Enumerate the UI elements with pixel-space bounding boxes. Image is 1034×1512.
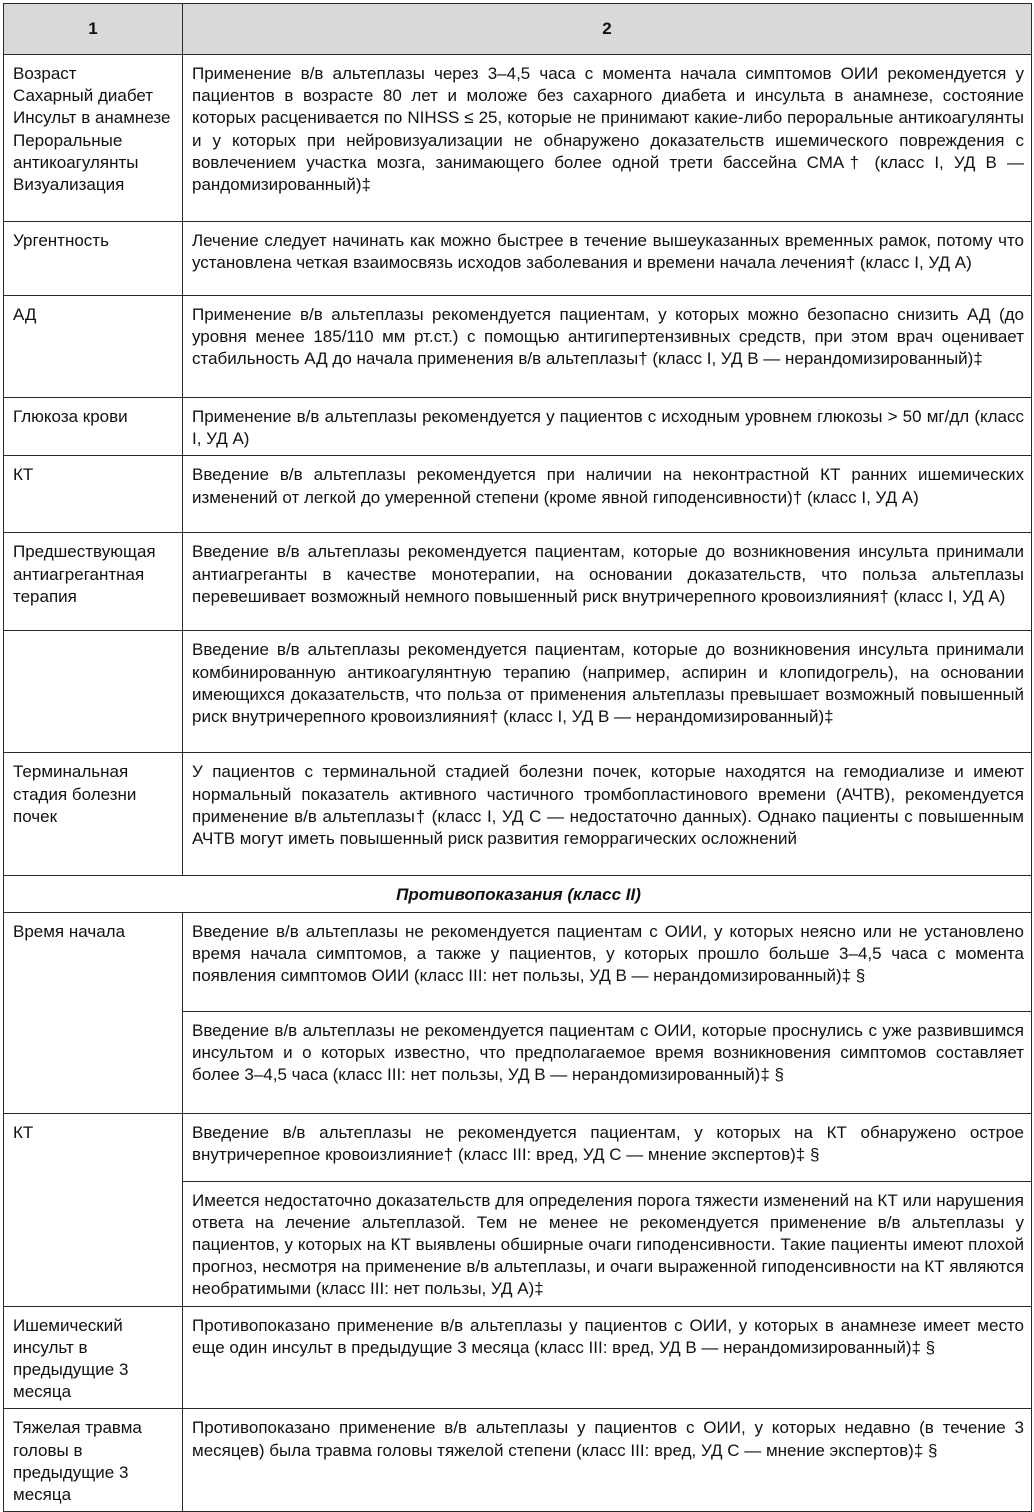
recommendation-cell: Противопоказано применение в/в альтеплазы у пациентов с ОИИ, у которых недавно (в течение 3 месяцев) была травма головы тяжелой степени (класс III: вред, УД С — мнение экспертов)‡ § (183, 1409, 1032, 1512)
table-row (4, 912, 1032, 1011)
table-row (4, 1113, 1032, 1181)
criterion-cell: Предшествующая антиагрегантная терапия (4, 533, 183, 631)
criterion-cell: АД (4, 296, 183, 398)
criterion-cell: КТ (4, 1113, 183, 1306)
criterion-cell: Время начала (4, 912, 183, 1113)
criterion-cell: Ургентность (4, 222, 183, 296)
recommendation-cell: Противопоказано применение в/в альтеплазы у пациентов с ОИИ, у которых в анамнезе имеет место еще один инсульт в предыдущие 3 месяца (класс III: вред, УД В — нерандомизированный)‡ § (183, 1306, 1032, 1409)
table-row (4, 296, 1032, 398)
recommendation-cell: Применение в/в альтеплазы рекомендуется у пациентов с исходным уровнем глюкозы > 50 мг/дл (класс I, УД А) (183, 398, 1032, 456)
criterion-cell: Терминальная стадия болезни почек (4, 753, 183, 876)
header-row (4, 4, 1032, 55)
recommendations-table (3, 3, 1032, 1512)
criterion-cell: Ишемический инсульт в предыдущие 3 месяца (4, 1306, 183, 1409)
criterion-cell: КТ (4, 456, 183, 533)
criterion-cell: Глюкоза крови (4, 398, 183, 456)
recommendation-cell: Введение в/в альтеплазы не рекомендуется пациентам с ОИИ, которые проснулись с уже развившимся инсультом и о которых известно, что предполагаемое время возникновения симптомов составляет более 3–4,5 часа (класс III: нет пользы, УД В — нерандомизированный)‡ § (183, 1011, 1032, 1113)
column-header-2: 2 (183, 4, 1032, 55)
table-row (4, 1306, 1032, 1409)
recommendation-cell: Лечение следует начинать как можно быстрее в течение вышеуказанных временных рамок, потому что установлена четкая взаимосвязь исходов заболевания и времени начала лечения† (класс I, УД А) (183, 222, 1032, 296)
table-row (4, 753, 1032, 876)
section-title: Противопоказания (класс II) (4, 876, 1032, 912)
criterion-cell: Возраст Сахарный диабет Инсульт в анамнезе Пероральные антикоагулянты Визуализация (4, 55, 183, 222)
table-row (4, 533, 1032, 631)
recommendation-cell: Введение в/в альтеплазы не рекомендуется пациентам с ОИИ, у которых неясно или не установлено время начала симптомов, а также у пациентов, у которых прошло больше 3–4,5 часа с момента появления симптомов ОИИ (класс III: нет пользы, УД В — нерандомизированный)‡ § (183, 912, 1032, 1011)
section-row (4, 876, 1032, 912)
recommendation-cell: Введение в/в альтеплазы рекомендуется при наличии на неконтрастной КТ ранних ишемических изменений от легкой до умеренной степени (кроме явной гиподенсивности)† (класс I, УД А) (183, 456, 1032, 533)
column-header-1: 1 (4, 4, 183, 55)
recommendation-cell: Введение в/в альтеплазы рекомендуется пациентам, которые до возникновения инсульта принимали антиагреганты в качестве монотерапии, на основании доказательств, что польза альтеплазы перевешивает возможный немного повышенный риск внутричерепного кровоизлияния† (класс I, УД А) (183, 533, 1032, 631)
table-row (4, 456, 1032, 533)
recommendation-cell: Применение в/в альтеплазы через 3–4,5 часа с момента начала симптомов ОИИ рекомендуется у пациентов в возрасте 80 лет и моложе без сахарного диабета и инсульта в анамнезе, состояние которых расценивается по NIHSS ≤ 25, которые не принимают какие-либо пероральные антикоагулянты и у которых при нейровизуализации не обнаружено доказательств ишемического повреждения с вовлечением участка мозга, занимающего более одной трети бассейна СМА† (класс I, УД В — рандомизированный)‡ (183, 55, 1032, 222)
recommendation-cell: У пациентов с терминальной стадией болезни почек, которые находятся на гемодиализе и имеют нормальный показатель активного частичного тромбопластинового времени (АЧТВ), рекомендуется применение в/в альтеплазы† (класс I, УД С — недостаточно данных). Однако пациенты с повышенным АЧТВ могут иметь повышенный риск развития геморрагических осложнений (183, 753, 1032, 876)
recommendation-cell: Имеется недостаточно доказательств для определения порога тяжести изменений на КТ или нарушения ответа на лечение альтеплазой. Тем не менее не рекомендуется применение в/в альтеплазы у пациентов, у которых на КТ выявлены обширные очаги гиподенсивности. Такие пациенты имеют плохой прогноз, несмотря на применение в/в альтеплазы, и очаги выраженной гиподенсивности на КТ являются необратимыми (класс III: нет пользы, УД А)‡ (183, 1181, 1032, 1306)
recommendation-cell: Введение в/в альтеплазы рекомендуется пациентам, которые до возникновения инсульта принимали комбинированную антикоагулянтную терапию (например, аспирин и клопидогрель), на основании имеющихся доказательств, что польза от применения альтеплазы превышает возможный повышенный риск внутричерепного кровоизлияния† (класс I, УД В — нерандомизированный)‡ (183, 631, 1032, 753)
criterion-cell: Тяжелая травма головы в предыдущие 3 месяца (4, 1409, 183, 1512)
criterion-cell (4, 631, 183, 753)
table-row (4, 55, 1032, 222)
table-row (4, 398, 1032, 456)
table-row (4, 1409, 1032, 1512)
recommendation-cell: Применение в/в альтеплазы рекомендуется пациентам, у которых можно безопасно снизить АД (до уровня менее 185/110 мм рт.ст.) с помощью антигипертензивных средств, при этом врач оценивает стабильность АД до начала применения в/в альтеплазы† (класс I, УД В — нерандомизированный)‡ (183, 296, 1032, 398)
recommendation-cell: Введение в/в альтеплазы не рекомендуется пациентам, у которых на КТ обнаружено острое внутричерепное кровоизлияние† (класс III: вред, УД С — мнение экспертов)‡ § (183, 1113, 1032, 1181)
table-row (4, 631, 1032, 753)
table-row (4, 222, 1032, 296)
